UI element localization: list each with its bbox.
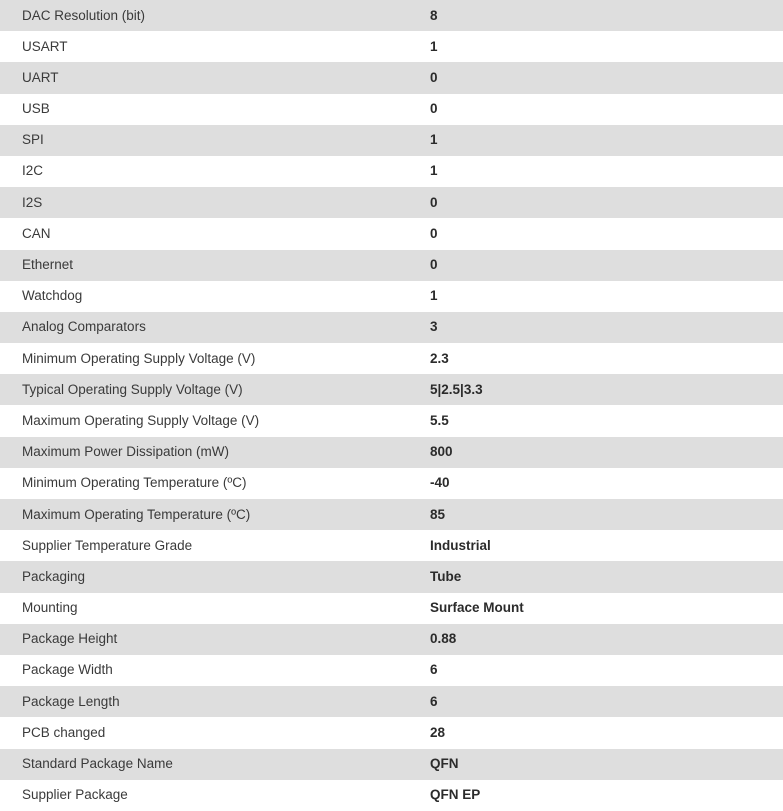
table-row — [0, 250, 783, 281]
spec-label: SPI — [22, 132, 44, 148]
table-row — [0, 624, 783, 655]
table-row — [0, 499, 783, 530]
table-row — [0, 405, 783, 436]
spec-value: Surface Mount — [430, 600, 524, 616]
spec-label: I2S — [22, 194, 43, 210]
spec-label: USB — [22, 101, 50, 117]
table-row — [0, 0, 783, 31]
table-row — [0, 312, 783, 343]
table-row — [0, 561, 783, 592]
table-row — [0, 125, 783, 156]
spec-label: CAN — [22, 225, 51, 241]
spec-value: 0 — [430, 257, 438, 272]
spec-label: USART — [22, 38, 68, 54]
spec-label: Typical Operating Supply Voltage (V) — [22, 381, 243, 397]
spec-label: Package Height — [22, 631, 118, 647]
spec-value: 1 — [430, 132, 438, 148]
spec-value: 8 — [430, 7, 438, 23]
table-row — [0, 686, 783, 717]
spec-label: Supplier Package — [22, 787, 128, 803]
spec-label: Supplier Temperature Grade — [22, 537, 193, 553]
table-row — [0, 437, 783, 468]
spec-value: 6 — [430, 662, 438, 678]
spec-label: Minimum Operating Supply Voltage (V) — [22, 350, 256, 366]
table-row — [0, 374, 783, 405]
spec-value: 5|2.5|3.3 — [430, 381, 483, 397]
spec-value: QFN EP — [430, 787, 481, 803]
spec-value: 6 — [430, 693, 438, 709]
spec-value: 3 — [430, 319, 438, 335]
table-row — [0, 343, 783, 374]
spec-label: Watchdog — [22, 288, 83, 304]
table-row — [0, 749, 783, 780]
table-row — [0, 780, 783, 811]
spec-value: 0 — [430, 225, 438, 241]
spec-value: 28 — [430, 724, 446, 740]
spec-label: PCB changed — [22, 724, 106, 740]
table-row — [0, 468, 783, 499]
spec-label: DAC Resolution (bit) — [22, 7, 146, 23]
spec-value: 1 — [430, 38, 438, 54]
spec-value: Industrial — [430, 537, 491, 553]
spec-label: Minimum Operating Temperature (ºC) — [22, 475, 247, 491]
spec-label: Mounting — [22, 600, 78, 616]
spec-label: Package Width — [22, 662, 113, 678]
spec-value: 1 — [430, 163, 438, 179]
table-row — [0, 281, 783, 312]
spec-value: Tube — [430, 568, 462, 584]
spec-value: 800 — [430, 444, 453, 460]
table-row — [0, 218, 783, 249]
spec-value: 2.3 — [430, 350, 449, 366]
spec-label: Maximum Operating Temperature (ºC) — [22, 506, 251, 522]
spec-label: Packaging — [22, 568, 86, 584]
spec-label: I2C — [22, 163, 44, 179]
table-row — [0, 94, 783, 125]
table-row — [0, 717, 783, 748]
spec-value: QFN — [430, 756, 459, 771]
table-row — [0, 62, 783, 93]
table-row — [0, 655, 783, 686]
spec-label: Maximum Power Dissipation (mW) — [22, 444, 230, 460]
spec-value: 0 — [430, 101, 438, 117]
table-row — [0, 593, 783, 624]
spec-value: 1 — [430, 288, 438, 304]
table-row — [0, 187, 783, 218]
table-row — [0, 156, 783, 187]
spec-label: Package Length — [22, 693, 120, 709]
spec-value: 85 — [430, 506, 446, 522]
spec-label: Standard Package Name — [22, 756, 173, 771]
table-row — [0, 31, 783, 62]
spec-label: Analog Comparators — [22, 319, 146, 335]
spec-value: 5.5 — [430, 412, 449, 428]
spec-value: 0 — [430, 69, 438, 85]
spec-value: -40 — [430, 475, 450, 491]
table-row — [0, 530, 783, 561]
spec-value: 0 — [430, 194, 438, 210]
spec-label: UART — [22, 69, 59, 85]
spec-value: 0.88 — [430, 631, 457, 647]
spec-label: Ethernet — [22, 257, 74, 272]
spec-label: Maximum Operating Supply Voltage (V) — [22, 412, 260, 428]
